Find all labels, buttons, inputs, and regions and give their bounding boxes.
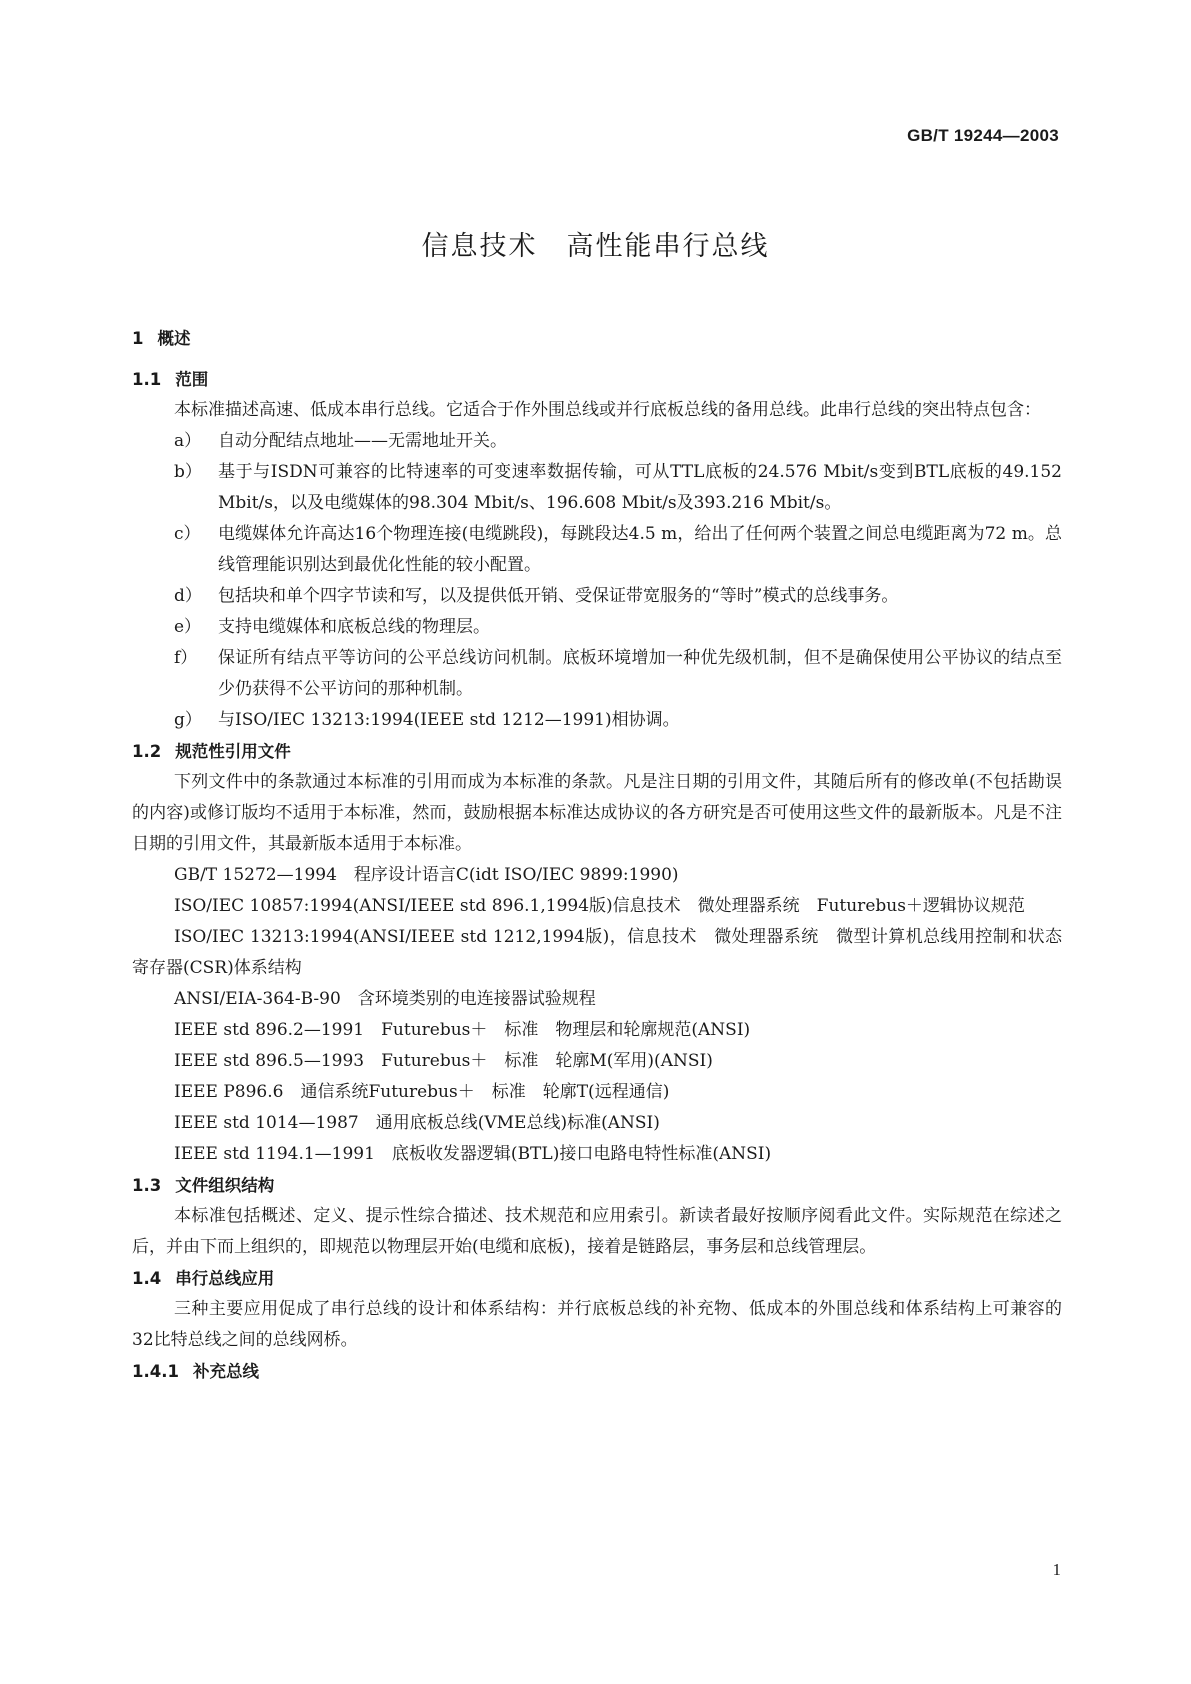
section-heading-1-4 [132,1263,1062,1294]
list-marker: a） [174,431,202,451]
list-item-text: 支持电缆媒体和底板总线的物理层。 [218,617,490,637]
list-item [132,519,1062,581]
reference-item: ISO/IEC 13213:1994(ANSI/IEEE std 1212,1994版)，信息技术 微处理器系统 微型计算机总线用控制和状态寄存器(CSR)体系结构 [132,927,1062,978]
section-title: 文件组织结构 [175,1176,275,1195]
list-marker: f） [174,648,198,668]
section-number: 1.4.1 [132,1362,179,1381]
reference-item: ISO/IEC 10857:1994(ANSI/IEEE std 896.1,1994版)信息技术 微处理器系统 Futurebus＋逻辑协议规范 [174,896,1025,916]
list-marker: e） [174,617,202,637]
list-item-text: 自动分配结点地址——无需地址开关。 [218,431,507,451]
list-marker: g） [174,710,202,730]
section-heading-1-3 [132,1170,1062,1201]
section-title: 补充总线 [192,1362,259,1381]
list-item-text: 电缆媒体允许高达16个物理连接(电缆跳段)，每跳段达4.5 m，给出了任何两个装置之间总电缆距离为72 m。总线管理能识别达到最优化性能的较小配置。 [218,524,1062,575]
section-title: 串行总线应用 [175,1269,275,1288]
list-marker: b） [174,462,202,482]
organization-paragraph: 本标准包括概述、定义、提示性综合描述、技术规范和应用索引。新读者最好按顺序阅看此文件。实际规范在综述之后，并由下而上组织的，即规范以物理层开始(电缆和底板)，接着是链路层，事务层和总线管理层。 [132,1206,1062,1257]
references-intro: 下列文件中的条款通过本标准的引用而成为本标准的条款。凡是注日期的引用文件，其随后所有的修改单(不包括勘误的内容)或修订版均不适用于本标准，然而，鼓励根据本标准达成协议的各方研究是否可使用这些文件的最新版本。凡是不注日期的引用文件，其最新版本适用于本标准。 [132,772,1062,854]
section-number: 1.1 [132,370,162,389]
section-heading-1-2 [132,736,1062,767]
list-item [132,643,1062,705]
section-heading-1 [132,323,1062,354]
list-item [132,705,1062,736]
page-number: 1 [1052,1560,1061,1579]
section-number: 1 [132,329,144,348]
list-item-text: 基于与ISDN可兼容的比特速率的可变速率数据传输，可从TTL底板的24.576 Mbit/s变到BTL底板的49.152 Mbit/s，以及电缆媒体的98.304 Mbit/s、196.608 Mbit/s及393.216 Mbit/s。 [218,462,1062,513]
section-heading-1-4-1 [132,1356,1062,1387]
standard-number: GB/T 19244—2003 [907,126,1059,145]
section-number: 1.3 [132,1176,162,1195]
reference-item: ANSI/EIA-364-B-90 含环境类别的电连接器试验规程 [174,989,596,1009]
scope-paragraph: 本标准描述高速、低成本串行总线。它适合于作外围总线或并行底板总线的备用总线。此串行总线的突出特点包含： [174,400,1041,420]
section-number: 1.2 [132,742,162,761]
section-title: 规范性引用文件 [175,742,291,761]
list-item-text: 保证所有结点平等访问的公平总线访问机制。底板环境增加一种优先级机制，但不是确保使用公平协议的结点至少仍获得不公平访问的那种机制。 [218,648,1062,699]
reference-item: IEEE P896.6 通信系统Futurebus＋ 标准 轮廓T(远程通信) [174,1082,670,1102]
section-title: 概述 [157,329,191,348]
section-heading-1-1 [132,364,1062,395]
reference-item: IEEE std 896.5—1993 Futurebus＋ 标准 轮廓M(军用)(ANSI) [174,1051,713,1071]
list-item [132,581,1062,612]
document-body [132,323,1062,1387]
reference-item: GB/T 15272—1994 程序设计语言C(idt ISO/IEC 9899:1990) [174,865,679,885]
document-title: 信息技术 高性能串行总线 [421,231,770,262]
list-item-text: 与ISO/IEC 13213:1994(IEEE std 1212—1991)相协调。 [218,710,680,730]
list-marker: c） [174,524,201,544]
section-title: 范围 [175,370,209,389]
section-number: 1.4 [132,1269,162,1288]
reference-item: IEEE std 1194.1—1991 底板收发器逻辑(BTL)接口电路电特性标准(ANSI) [174,1144,772,1164]
reference-item: IEEE std 1014—1987 通用底板总线(VME总线)标准(ANSI) [174,1113,660,1133]
list-marker: d） [174,586,202,606]
list-item [132,457,1062,519]
feature-list [132,426,1062,736]
list-item [132,426,1062,457]
list-item-text: 包括块和单个四字节读和写，以及提供低开销、受保证带宽服务的“等时”模式的总线事务。 [218,586,899,606]
applications-paragraph: 三种主要应用促成了串行总线的设计和体系结构：并行底板总线的补充物、低成本的外围总线和体系结构上可兼容的32比特总线之间的总线网桥。 [132,1299,1062,1350]
list-item [132,612,1062,643]
reference-item: IEEE std 896.2—1991 Futurebus＋ 标准 物理层和轮廓规范(ANSI) [174,1020,751,1040]
